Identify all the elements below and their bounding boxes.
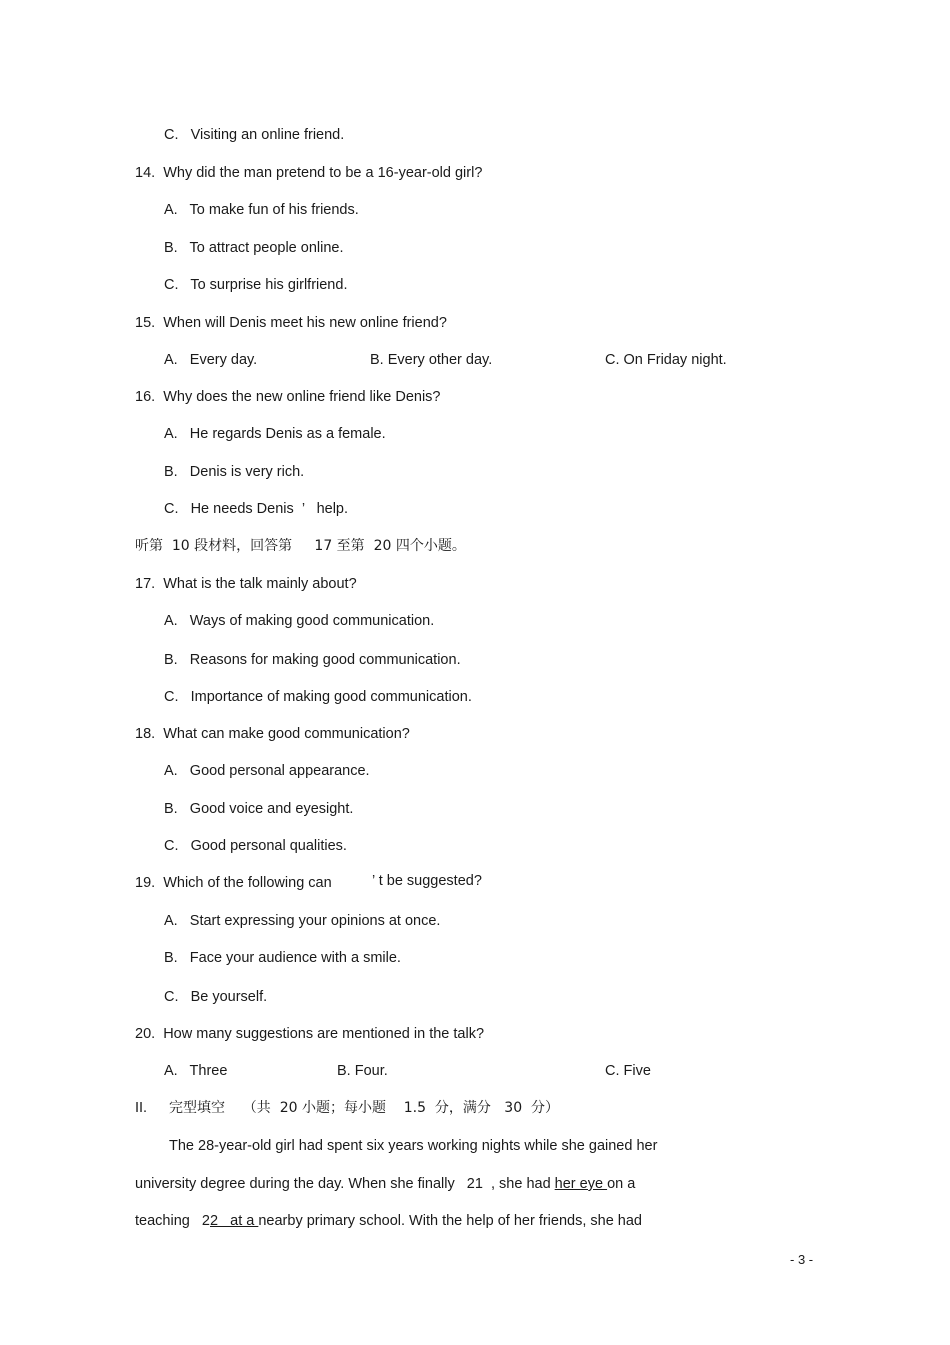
q16-option-a: A. He regards Denis as a female.	[164, 426, 386, 442]
passage-line-1: The 28-year-old girl had spent six years working nights while she gained her	[169, 1138, 658, 1154]
q18-option-c: C. Good personal qualities.	[164, 838, 347, 854]
passage-line-2-text-b: on a	[607, 1176, 636, 1192]
passage-line-3-text-b: nearby primary school. With the help of her friends, she had	[258, 1213, 643, 1229]
q15-question: 15. When will Denis meet his new online friend?	[135, 315, 447, 331]
q14-option-a: A. To make fun of his friends.	[164, 202, 359, 218]
q20-question: 20. How many suggestions are mentioned in the talk?	[135, 1026, 485, 1042]
passage-underlined-her-eye: her eye	[554, 1176, 608, 1192]
q17-question: 17. What is the talk mainly about?	[135, 576, 357, 592]
section-10-instruction: 听第 10 段材料，回答第 17 至第 20 四个小题。	[135, 538, 466, 554]
q19-option-b: B. Face your audience with a smile.	[164, 950, 401, 966]
section-2-heading: 完型填空 （共 20 小题；每小题 1.5 分，满分 30 分）	[169, 1100, 559, 1116]
section-2-numeral: II.	[135, 1100, 148, 1116]
q20-option-b: B. Four.	[337, 1063, 388, 1079]
q17-option-b: B. Reasons for making good communication.	[164, 652, 461, 668]
q19-option-c: C. Be yourself.	[164, 989, 268, 1005]
page-number: - 3 -	[790, 1252, 814, 1267]
q14-option-b: B. To attract people online.	[164, 240, 344, 256]
q18-option-a: A. Good personal appearance.	[164, 763, 370, 779]
q14-option-c: C. To surprise his girlfriend.	[164, 277, 348, 293]
q20-option-a: A. Three	[164, 1063, 228, 1079]
passage-line-2-text-a: university degree during the day. When she finally 21 , she had	[135, 1176, 555, 1192]
q18-option-b: B. Good voice and eyesight.	[164, 801, 354, 817]
passage-line-3-text-a: teaching 2	[135, 1213, 210, 1229]
q19-question-part2: ’ t be suggested?	[372, 873, 482, 889]
passage-line-2	[135, 1175, 635, 1193]
q19-option-a: A. Start expressing your opinions at once.	[164, 913, 441, 929]
q19-question-part1: 19. Which of the following can	[135, 875, 332, 891]
q18-question: 18. What can make good communication?	[135, 726, 410, 742]
q17-option-a: A. Ways of making good communication.	[164, 613, 435, 629]
passage-line-3	[135, 1212, 642, 1230]
q15-option-b: B. Every other day.	[370, 352, 493, 368]
q16-question: 16. Why does the new online friend like Denis?	[135, 389, 441, 405]
q15-option-c: C. On Friday night.	[605, 352, 727, 368]
q16-option-c: C. He needs Denis ’ help.	[164, 501, 349, 517]
q17-option-c: C. Importance of making good communication.	[164, 689, 472, 705]
q16-option-b: B. Denis is very rich.	[164, 464, 305, 480]
q15-option-a: A. Every day.	[164, 352, 258, 368]
q14-question: 14. Why did the man pretend to be a 16-year-old girl?	[135, 165, 483, 181]
q13-option-c: C. Visiting an online friend.	[164, 127, 345, 143]
q20-option-c: C. Five	[605, 1063, 651, 1079]
passage-underlined-blank-22: 2 at a	[209, 1213, 259, 1229]
